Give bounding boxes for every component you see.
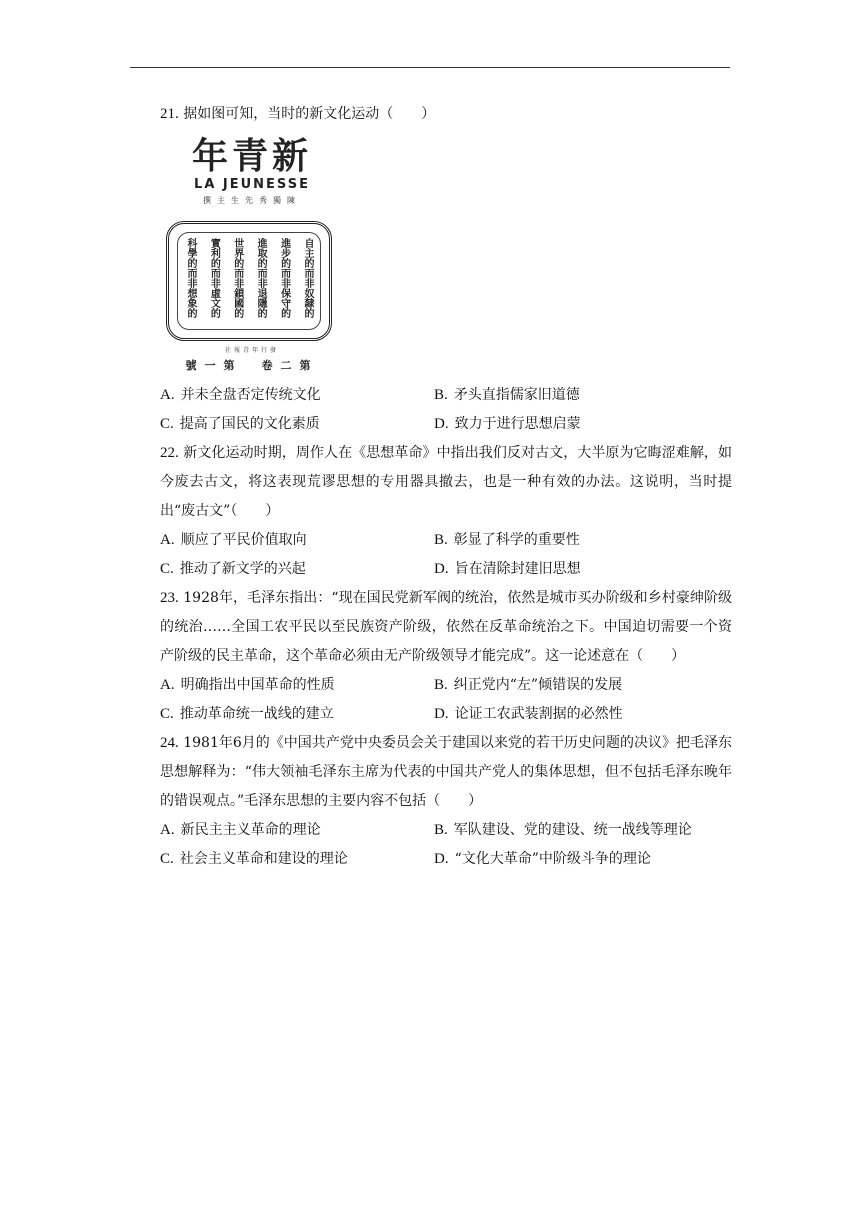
question-stem: 21. 据如图可知，当时的新文化运动（ ） [160,106,436,122]
option-c[interactable]: C. 推动革命统一战线的建立 [160,706,334,722]
question-number: 23. [160,590,179,606]
question-21 [160,100,732,439]
question-22 [160,439,732,584]
question-23 [160,584,732,729]
header-rule [130,67,730,68]
option-d[interactable]: D. 论证工农武装割据的必然性 [434,706,623,722]
cover-publisher: 社報青年行發 [224,347,279,354]
options [160,526,732,584]
option-c[interactable]: C. 社会主义革命和建设的理论 [160,851,348,867]
cover-frame [166,221,332,341]
options [160,816,732,874]
option-a[interactable]: A. 新民主主义革命的理论 [160,822,321,838]
cover-column: 實利的而非虛文的 [208,238,220,318]
option-b[interactable]: B. 矛头直指儒家旧道德 [434,387,580,403]
new-youth-magazine-cover [162,137,342,375]
option-c[interactable]: C. 推动了新文学的兴起 [160,561,306,577]
question-number: 21. [160,106,179,122]
cover-issue: 號一第 卷二第 [185,359,319,372]
option-b[interactable]: B. 纠正党内“左”倾错误的发展 [434,677,623,693]
option-a[interactable]: A. 并未全盘否定传统文化 [160,387,321,403]
option-d[interactable]: D. “文化大革命”中阶级斗争的理论 [434,851,651,867]
options [160,671,732,729]
exam-page [160,100,732,874]
question-stem: 23. 1928年，毛泽东指出：“现在国民党新军阀的统治，依然是城市买办阶级和乡村豪绅阶级的统治……全国工农平民以至民族资产阶级，依然在反革命统治之下。中国迫切需要一个资产阶级的民主革命，这个革命必须由无产阶级领导才能完成”。这一论述意在（ ） [160,590,732,664]
option-b[interactable]: B. 彰显了科学的重要性 [434,532,580,548]
cover-column: 世界的而非鎖國的 [231,238,243,318]
cover-subtitle: LA JEUNESSE [194,177,310,192]
cover-column: 進步的而非保守的 [278,238,290,318]
question-24 [160,729,732,874]
option-d[interactable]: D. 旨在清除封建旧思想 [434,561,581,577]
option-a[interactable]: A. 顺应了平民价值取向 [160,532,307,548]
option-b[interactable]: B. 军队建设、党的建设、统一战线等理论 [434,822,692,838]
question-stem: 24. 1981年6月的《中国共产党中央委员会关于建国以来党的若干历史问题的决议》把毛泽东思想解释为：“伟大领袖毛泽东主席为代表的中国共产党人的集体思想，但不包括毛泽东晚年的错误观点。”毛泽东思想的主要内容不包括（ ） [160,735,732,809]
question-number: 24. [160,735,179,751]
option-c[interactable]: C. 提高了国民的文化素质 [160,416,320,432]
cover-column: 進取的而非退隱的 [255,238,267,318]
question-stem: 22. 新文化运动时期，周作人在《思想革命》中指出我们反对古文，大半原为它晦涩难解，如今废去古文，将这表现荒谬思想的专用器具撤去，也是一种有效的办法。这说明，当时提出“废古文”（ ） [160,445,733,519]
cover-column: 自主的而非奴隸的 [301,238,313,318]
question-number: 22. [160,445,179,461]
cover-column: 科學的而非想象的 [185,238,196,318]
options [160,381,732,439]
option-a[interactable]: A. 明确指出中国革命的性质 [160,677,335,693]
option-d[interactable]: D. 致力于进行思想启蒙 [434,416,581,432]
cover-editor: 撰主生先秀獨陳 [203,196,301,205]
cover-title: 年青新 [191,136,312,177]
